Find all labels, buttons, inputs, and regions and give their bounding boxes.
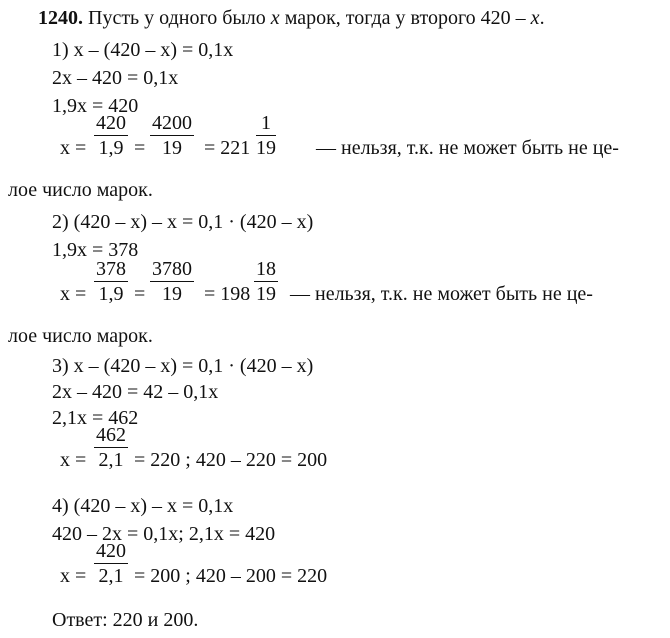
denominator: 19 [162,283,182,305]
intro-text-2: марок, тогда у второго 420 – [279,7,531,29]
denominator: 2,1 [98,565,124,587]
case3-eq2: 2x – 420 = 42 – 0,1x [52,381,219,403]
case1-eq1: 1) x – (420 – x) = 0,1x [52,39,234,61]
case1-fraction-3 [256,112,276,159]
case4-eq1: 4) (420 – x) – x = 0,1x [52,495,234,517]
numerator: 18 [256,258,276,280]
answer: Ответ: 220 и 200. [52,609,199,631]
case1-eq-a: = [134,137,146,159]
case2-fraction-3 [254,258,278,305]
case1-x-eq: x = [60,137,87,159]
var-x: x [530,7,540,29]
denominator: 1,9 [98,137,124,159]
problem-number: 1240. [38,7,83,29]
case2-fraction-2 [150,258,194,305]
numerator: 378 [96,258,126,280]
numerator: 420 [96,112,126,134]
case1-eq3: 1,9x = 420 [52,95,139,117]
case2-fraction-1 [94,258,128,305]
case2-eq-a: = [134,283,146,305]
var-x: x [270,7,280,29]
case2-comment: — нельзя, т.к. не может быть не це- [290,283,593,305]
case2-eq2: 1,9x = 378 [52,239,139,261]
case2-eq1: 2) (420 – x) – x = 0,1 · (420 – x) [52,211,314,233]
case3-x-eq: x = [60,449,87,471]
case3-fraction-1 [94,424,128,471]
intro-text: Пусть у одного было [83,7,271,29]
denominator: 1,9 [98,283,124,305]
case1-eq-b: = 221 [204,137,251,159]
case2-comment-cont: лое число марок. [8,325,153,347]
case3-tail: = 220 ; 420 – 220 = 200 [134,449,328,471]
case1-fraction-2 [150,112,194,159]
intro-end: . [539,7,545,29]
case3-eq1: 3) x – (420 – x) = 0,1 · (420 – x) [52,355,314,377]
numerator: 420 [96,540,126,562]
case2-eq-b: = 198 [204,283,251,305]
denominator: 19 [256,283,276,305]
denominator: 2,1 [98,449,124,471]
denominator: 19 [256,137,276,159]
case1-comment-cont: лое число марок. [8,179,153,201]
case1-fraction-1 [94,112,128,159]
numerator: 4200 [152,112,192,134]
case1-eq2: 2x – 420 = 0,1x [52,67,179,89]
numerator: 3780 [152,258,192,280]
case4-tail: = 200 ; 420 – 200 = 220 [134,565,328,587]
numerator: 1 [256,112,276,136]
problem-header [38,6,545,30]
denominator: 19 [162,137,182,159]
case4-fraction-1 [94,540,128,587]
case4-eq2: 420 – 2x = 0,1x; 2,1x = 420 [52,523,276,545]
case4-x-eq: x = [60,565,87,587]
case1-comment: — нельзя, т.к. не может быть не це- [316,137,619,159]
case3-eq3: 2,1x = 462 [52,407,139,429]
numerator: 462 [96,424,126,446]
case2-x-eq: x = [60,283,87,305]
